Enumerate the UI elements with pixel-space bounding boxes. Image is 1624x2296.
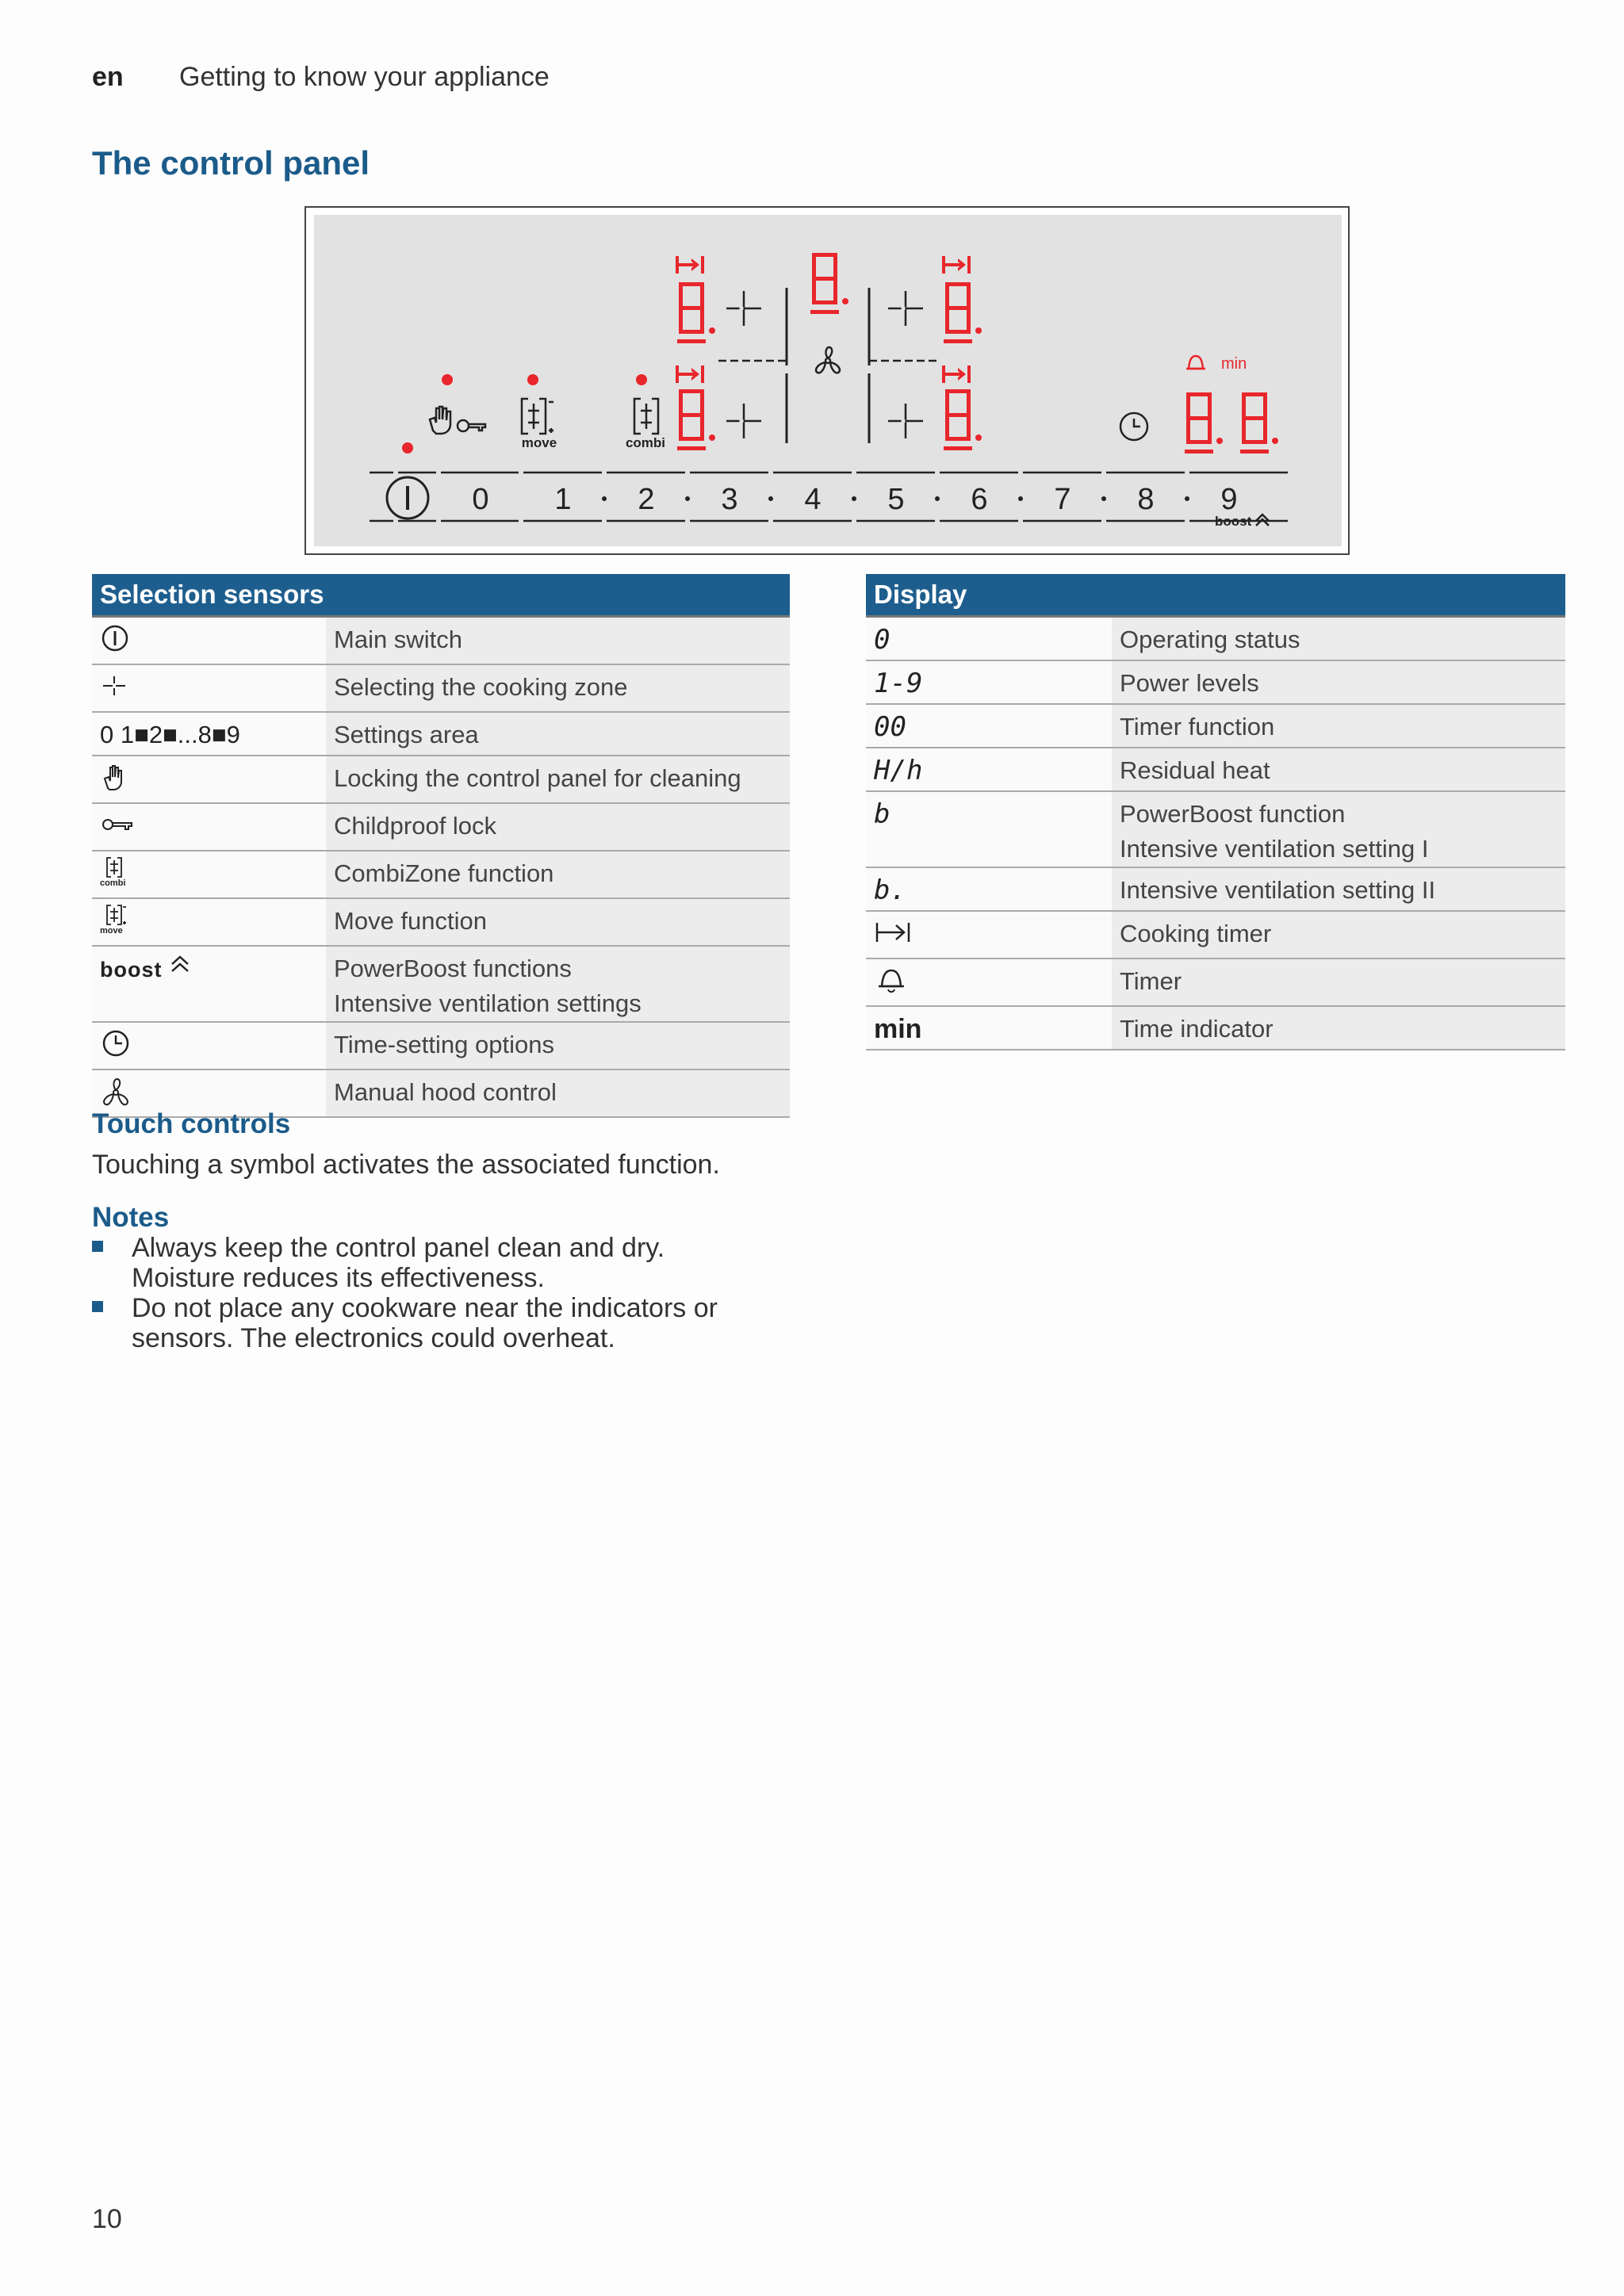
desc-line: CombiZone function: [334, 859, 554, 887]
table-row: [866, 748, 1565, 791]
header-section-title: Getting to know your appliance: [179, 62, 550, 92]
boost-label[interactable]: boost: [1215, 514, 1252, 529]
key-icon: [458, 420, 485, 431]
timer-digit: [1240, 392, 1278, 453]
scale-3[interactable]: 3: [721, 483, 738, 516]
note-line: Always keep the control panel clean and dry.: [132, 1233, 665, 1263]
desc-line: Main switch: [334, 626, 462, 653]
page-number: 10: [92, 2204, 122, 2234]
display-digit: [677, 389, 715, 450]
desc-line: Move function: [334, 907, 487, 935]
table-row: [866, 959, 1565, 1006]
table-row: [866, 867, 1565, 911]
desc-line: Childproof lock: [334, 812, 497, 840]
combi-label: combi: [625, 435, 666, 450]
display-symbol: 1-9: [866, 660, 1112, 704]
desc-line: Settings area: [334, 721, 479, 748]
scale-1[interactable]: 1: [554, 483, 572, 516]
indicator-dot: [527, 374, 538, 385]
desc-line: Locking the control panel for cleaning: [334, 764, 741, 792]
note-line: Do not place any cookware near the indicators or: [132, 1293, 718, 1323]
table-row: [92, 756, 790, 803]
display-symbol: b: [866, 791, 1112, 867]
power-icon: [100, 622, 132, 654]
table-row: [866, 660, 1565, 704]
table-row: [92, 946, 790, 1022]
note-line: Moisture reduces its effectiveness.: [132, 1263, 545, 1293]
table-row: [866, 704, 1565, 748]
page-title: The control panel: [92, 144, 370, 182]
bell-icon: [1186, 356, 1205, 369]
display-table-header: Display: [866, 574, 1565, 617]
move-label: move: [521, 435, 557, 450]
main-switch-icon[interactable]: [387, 477, 428, 519]
control-panel-svg: [314, 215, 1342, 546]
desc-line: PowerBoost functions: [334, 955, 572, 982]
table-row: [866, 791, 1565, 867]
fan-icon: [100, 1075, 132, 1107]
scale-4[interactable]: 4: [804, 483, 822, 516]
display-digit: [944, 282, 982, 343]
scale-9[interactable]: 9: [1220, 483, 1238, 516]
bell-icon: [874, 964, 909, 996]
desc-line: Cooking timer: [1120, 919, 1272, 947]
display-symbol: H/h: [866, 748, 1112, 791]
control-panel-illustration: [314, 215, 1342, 546]
move-icon-label: move: [100, 926, 123, 936]
timer-digit: [1185, 392, 1223, 453]
desc-line: Residual heat: [1120, 756, 1270, 784]
move-icon: [522, 399, 553, 434]
boost-icon: [169, 955, 191, 977]
combi-icon: [634, 399, 658, 434]
scale-8[interactable]: 8: [1137, 483, 1155, 516]
desc-line: Power levels: [1120, 668, 1259, 697]
display-symbol: 00: [866, 704, 1112, 748]
scale-6[interactable]: 6: [971, 483, 988, 516]
combi-icon-label: combi: [100, 878, 126, 888]
display-symbol: b.: [866, 867, 1112, 911]
table-row: [92, 898, 790, 946]
selection-sensors-table: [92, 574, 790, 1118]
desc-line: Intensive ventilation settings: [334, 989, 642, 1017]
display-symbol: 0: [866, 617, 1112, 660]
touch-controls-heading: Touch controls: [92, 1108, 291, 1139]
desc-line: Time indicator: [1120, 1014, 1274, 1043]
hand-lock-icon: [430, 407, 450, 434]
boost-icon: [1256, 515, 1269, 526]
key-icon: [100, 809, 138, 840]
table-row: [866, 1006, 1565, 1050]
note-line: sensors. The electronics could overheat.: [132, 1323, 615, 1353]
indicator-dot: [402, 442, 413, 453]
table-row: [92, 712, 790, 756]
display-table: [866, 574, 1565, 1050]
boost-symbol-text: boost: [100, 958, 163, 982]
scale-0[interactable]: 0: [472, 483, 489, 516]
settings-area-symbol: 0 1■2■...8■9: [92, 712, 326, 756]
desc-line: PowerBoost function: [1120, 799, 1346, 828]
selection-table-header: Selection sensors: [92, 574, 790, 617]
clock-icon: [100, 1027, 132, 1059]
display-digit: [677, 282, 715, 343]
desc-line: Intensive ventilation setting I: [1120, 834, 1429, 863]
display-symbol: min: [866, 1006, 1112, 1050]
header-language: en: [92, 62, 124, 92]
scale-7[interactable]: 7: [1054, 483, 1071, 516]
fan-icon: [816, 347, 840, 373]
desc-line: Selecting the cooking zone: [334, 673, 628, 701]
table-row: [92, 617, 790, 665]
desc-line: Timer: [1120, 966, 1182, 995]
indicator-dot: [442, 374, 453, 385]
touch-controls-text: Touching a symbol activates the associated function.: [92, 1150, 720, 1180]
desc-line: Intensive ventilation setting II: [1120, 875, 1436, 904]
zone-select-icon: [100, 670, 132, 702]
desc-line: Time-setting options: [334, 1031, 554, 1058]
note-item: [132, 1293, 718, 1353]
table-row: [92, 851, 790, 898]
scale-2[interactable]: 2: [638, 483, 655, 516]
cooking-timer-icon: [874, 916, 914, 948]
display-digit: [810, 253, 848, 314]
table-row: [92, 1022, 790, 1070]
desc-line: Manual hood control: [334, 1078, 557, 1106]
desc-line: Operating status: [1120, 626, 1300, 653]
table-row: [866, 617, 1565, 660]
table-row: [866, 911, 1565, 959]
clock-icon: [1120, 413, 1147, 440]
min-label: min: [1221, 355, 1247, 373]
display-digit: [944, 389, 982, 450]
hand-lock-icon: [100, 761, 132, 793]
table-row: [92, 803, 790, 851]
scale-5[interactable]: 5: [887, 483, 905, 516]
desc-line: Timer function: [1120, 712, 1275, 740]
note-item: [132, 1233, 665, 1293]
table-row: [92, 664, 790, 712]
indicator-dot: [636, 374, 647, 385]
notes-heading: Notes: [92, 1202, 170, 1233]
